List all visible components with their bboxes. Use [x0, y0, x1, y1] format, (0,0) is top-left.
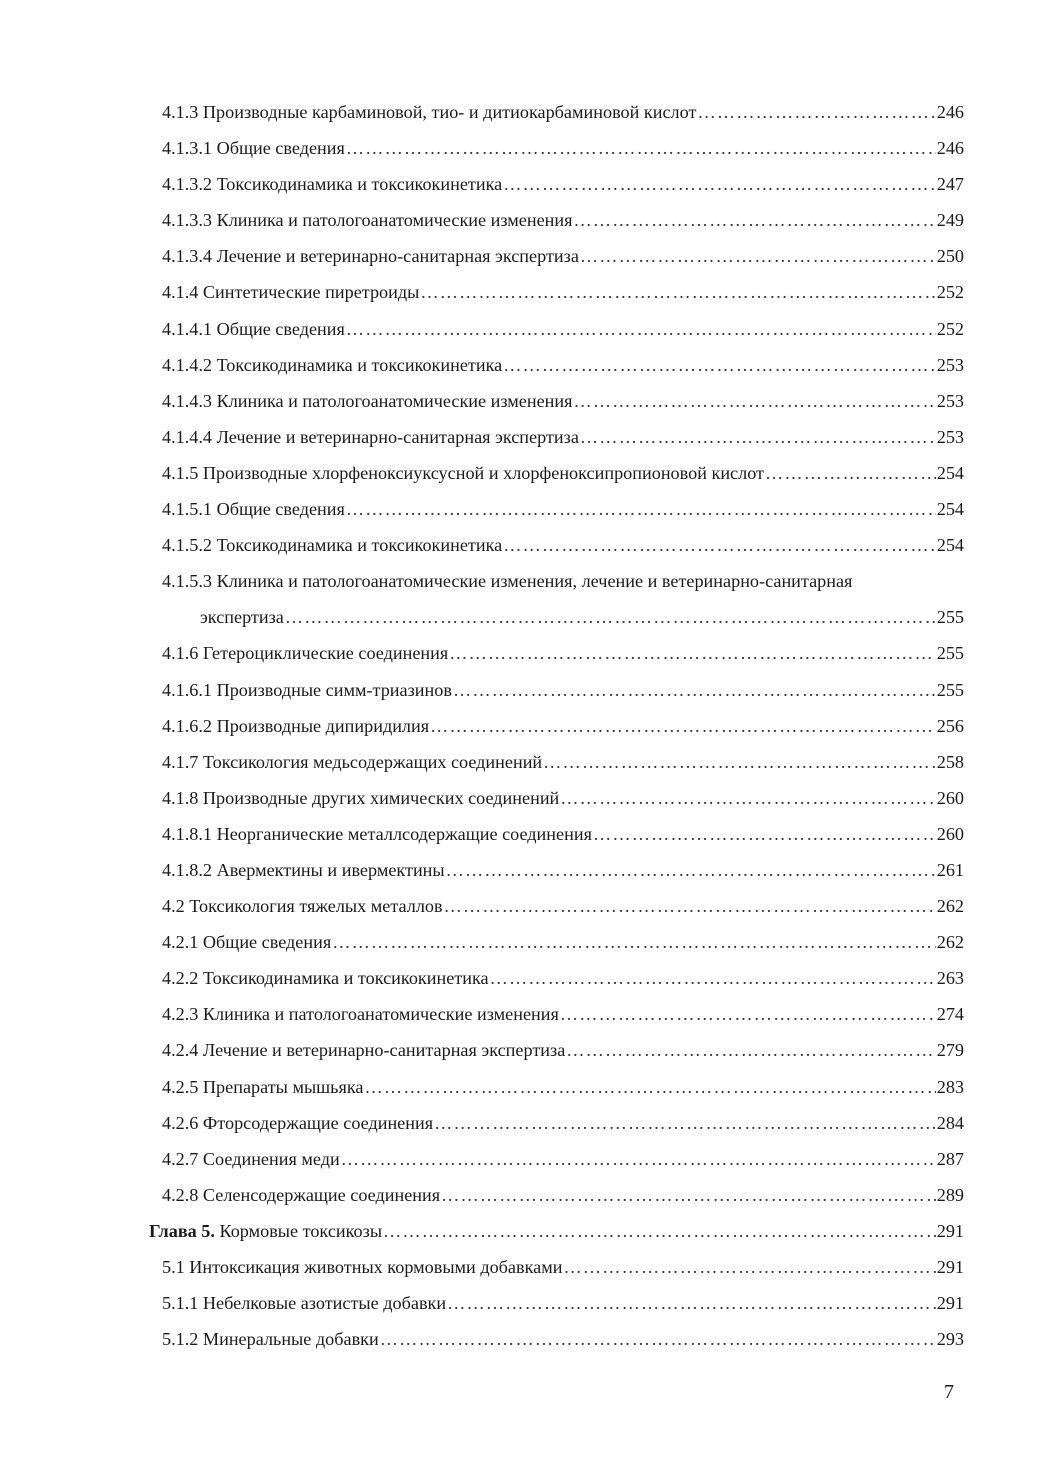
toc-entry-title: 4.1.5.1 Общие сведения	[162, 499, 345, 520]
toc-entry-page: 263	[936, 968, 964, 989]
toc-entry-title-wrap	[162, 274, 419, 310]
toc-entry-title: 4.1.6 Гетероциклические соединения	[162, 643, 449, 664]
toc-entry-title: 4.2.2 Токсикодинамика и токсикокинетика	[162, 968, 489, 989]
toc-entry-title-wrap	[162, 130, 345, 166]
toc-entry-continuation	[0, 599, 964, 635]
toc-entry	[0, 202, 964, 238]
toc-entry	[0, 94, 964, 130]
toc-entry-title: 4.1.8.1 Неорганические металлсодержащие соединения	[162, 823, 592, 844]
toc-entry-page: 253	[936, 354, 964, 375]
toc-entry-page: 284	[936, 1112, 964, 1133]
dot-leader	[380, 1321, 936, 1357]
dot-leader	[383, 1213, 936, 1249]
toc-entry-title: Кормовые токсикозы	[219, 1220, 383, 1241]
toc-entry-title: 4.1.4 Синтетические пиретроиды	[162, 282, 420, 303]
toc-entry-title: 4.1.3.4 Лечение и ветеринарно-санитарная экспертиза	[162, 246, 579, 267]
toc-entry	[0, 1105, 964, 1141]
toc-entry-title: 5.1 Интоксикация животных кормовыми добавками	[162, 1257, 563, 1277]
dot-leader	[364, 1069, 935, 1105]
toc-entry-title: 4.1.8.2 Авермектины и ивермектины	[162, 859, 445, 880]
toc-entry-title-wrap	[162, 347, 502, 383]
dot-leader	[563, 1249, 935, 1285]
toc-entry-title: 4.2.3 Клиника и патологоанатомические изменения	[162, 1004, 559, 1025]
toc-entry-page: 287	[936, 1148, 964, 1169]
toc-entry-title: 4.1.4.4 Лечение и ветеринарно-санитарная экспертиза	[162, 426, 579, 447]
dot-leader	[346, 491, 936, 527]
toc-entry-title-wrap	[162, 419, 579, 455]
toc-entry	[0, 1249, 964, 1285]
toc-entry-title: 5.1.1 Небелковые азотистые добавки	[162, 1293, 447, 1314]
toc-entry	[0, 1032, 964, 1068]
toc-entry-title: 4.1.8 Производные других химических соединений	[162, 787, 560, 808]
toc-entry-title-continuation: экспертиза	[200, 607, 284, 628]
toc-entry-title-wrap	[162, 996, 559, 1032]
dot-leader	[444, 888, 936, 924]
toc-entry-title-wrap	[162, 1249, 562, 1285]
toc-entry-page: 293	[936, 1329, 964, 1350]
toc-entry-title: 4.1.5.3 Клиника и патологоанатомические изменения, лечение и ветеринарно-санитарная	[162, 571, 853, 592]
toc-entry-page: 283	[936, 1076, 964, 1097]
toc-entry-title: 4.1.4.1 Общие сведения	[162, 318, 345, 339]
dot-leader	[420, 274, 935, 310]
toc-entry-title-wrap	[162, 491, 345, 527]
dot-leader	[574, 202, 936, 238]
toc-entry-title-wrap	[162, 1285, 446, 1321]
toc-entry	[0, 816, 964, 852]
dot-leader	[285, 599, 936, 635]
toc-entry-title: 4.1.3.3 Клиника и патологоанатомические изменения	[162, 210, 573, 231]
toc-entry-page: 262	[936, 932, 964, 953]
toc-entry-page: 291	[936, 1220, 964, 1241]
toc-entry-title-wrap	[162, 672, 452, 708]
toc-entry-title: 4.2.8 Селенсодержащие соединения	[162, 1184, 441, 1205]
dot-leader	[543, 744, 936, 780]
toc-entry-page: 246	[936, 138, 964, 159]
toc-entry-page: 260	[936, 787, 964, 808]
toc-entry	[0, 491, 964, 527]
toc-entry-page: 249	[936, 210, 964, 231]
toc-entry-title: 4.1.3 Производные карбаминовой, тио- и дитиокарбаминовой кислот	[162, 102, 697, 122]
toc-entry-title-wrap	[162, 202, 573, 238]
dot-leader	[341, 1141, 936, 1177]
toc-entry-title-wrap	[162, 924, 331, 960]
toc-entry-page: 253	[936, 426, 964, 447]
toc-entry	[0, 166, 964, 202]
toc-entry	[0, 455, 964, 491]
dot-leader	[566, 1032, 935, 1068]
toc-entry-page: 258	[936, 751, 964, 772]
toc-entry-title: 4.1.4.3 Клиника и патологоанатомические изменения	[162, 390, 573, 411]
toc-entry-page: 252	[936, 318, 964, 339]
toc-entry-title: 4.2.4 Лечение и ветеринарно-санитарная экспертиза	[162, 1040, 566, 1061]
toc-entry-title-wrap	[162, 960, 489, 996]
page-number: 7	[944, 1381, 954, 1403]
toc-entry-title-wrap	[162, 311, 345, 347]
toc-entry	[0, 888, 964, 924]
toc-entry-title-wrap	[162, 383, 573, 419]
toc-entry	[0, 419, 964, 455]
toc-chapter-entry	[0, 1213, 964, 1249]
toc-entry-page: 253	[936, 390, 964, 411]
toc-entry	[0, 635, 964, 671]
toc-entry-title-wrap	[162, 888, 443, 924]
toc-entry-title: 4.1.6.1 Производные симм-триазинов	[162, 679, 452, 700]
toc-entry-title-wrap	[162, 780, 559, 816]
toc-entry	[0, 311, 964, 347]
dot-leader	[490, 960, 936, 996]
toc-entry-title-wrap	[162, 708, 429, 744]
toc-entry-title: 4.1.3.1 Общие сведения	[162, 138, 345, 159]
toc-entry-title-wrap	[162, 527, 502, 563]
toc-entry	[0, 527, 964, 563]
toc-entry-title: 4.1.6.2 Производные дипиридилия	[162, 715, 430, 736]
dot-leader	[560, 996, 936, 1032]
toc-entry-title-wrap	[162, 166, 502, 202]
toc-entry	[0, 852, 964, 888]
toc-entry-page: 262	[936, 896, 964, 917]
dot-leader	[430, 708, 936, 744]
toc-entry-page: 254	[936, 535, 964, 556]
toc-entry	[0, 274, 964, 310]
toc-entry-page: 291	[936, 1293, 964, 1314]
toc-entry-title-wrap	[162, 455, 764, 491]
dot-leader	[434, 1105, 936, 1141]
toc-entry	[0, 238, 964, 274]
toc-entry-page: 289	[936, 1184, 964, 1205]
toc-entry-title-wrap	[162, 1141, 340, 1177]
toc-entry	[0, 1321, 964, 1357]
toc-entry-title: 4.2.1 Общие сведения	[162, 932, 332, 953]
dot-leader	[503, 166, 935, 202]
toc-entry-page: 250	[936, 246, 964, 267]
toc-entry-page: 279	[936, 1040, 964, 1061]
chapter-label: Глава 5.	[149, 1220, 215, 1241]
dot-leader	[574, 383, 936, 419]
toc-entry-title-wrap	[162, 94, 696, 130]
toc-entry	[0, 960, 964, 996]
toc-entry	[0, 1069, 964, 1105]
toc-entry-page: 255	[936, 607, 964, 628]
toc-entry-title: 4.1.7 Токсикология медьсодержащих соединений	[162, 751, 543, 772]
toc-entry	[0, 744, 964, 780]
toc-entry-page: 274	[936, 1004, 964, 1025]
toc-entry-title-wrap	[162, 635, 448, 671]
dot-leader	[697, 94, 935, 130]
toc-entry-title-wrap	[162, 1321, 379, 1357]
toc-entry-title-wrap	[162, 852, 445, 888]
toc-entry	[0, 672, 964, 708]
toc-entry-title-wrap	[162, 744, 542, 780]
toc-entry-page: 256	[936, 715, 964, 736]
toc-entry	[0, 780, 964, 816]
toc-entry-page: 261	[936, 859, 964, 880]
toc-entry-page: 260	[936, 823, 964, 844]
dot-leader	[580, 238, 936, 274]
toc-entry	[0, 1177, 964, 1213]
table-of-contents	[0, 94, 1040, 1357]
dot-leader	[346, 130, 936, 166]
toc-entry-title-wrap	[162, 1177, 440, 1213]
toc-entry-title: 4.2.7 Соединения меди	[162, 1148, 340, 1169]
dot-leader	[447, 1285, 936, 1321]
toc-entry-page: 255	[936, 643, 964, 664]
dot-leader	[503, 527, 935, 563]
toc-entry-title-wrap	[162, 1105, 433, 1141]
dot-leader	[580, 419, 936, 455]
toc-entry-title: 4.1.5 Производные хлорфеноксиуксусной и хлорфеноксипропионовой кислот	[162, 462, 765, 483]
dot-leader	[453, 672, 936, 708]
toc-entry-page: 291	[936, 1257, 964, 1277]
toc-entry	[0, 996, 964, 1032]
toc-entry-title: 4.1.5.2 Токсикодинамика и токсикокинетика	[162, 535, 503, 556]
toc-entry-title: 4.1.3.2 Токсикодинамика и токсикокинетика	[162, 174, 503, 195]
toc-entry-title: 4.1.4.2 Токсикодинамика и токсикокинетика	[162, 354, 503, 375]
toc-entry-page: 254	[936, 499, 964, 520]
toc-entry-title: 4.2 Токсикология тяжелых металлов	[162, 896, 443, 917]
toc-entry-title: 4.2.6 Фторсодержащие соединения	[162, 1112, 434, 1133]
toc-entry-title-wrap	[162, 238, 579, 274]
toc-entry	[0, 1285, 964, 1321]
dot-leader	[560, 780, 935, 816]
dot-leader	[441, 1177, 936, 1213]
toc-entry-page: 247	[936, 174, 964, 195]
dot-leader	[346, 311, 936, 347]
toc-entry-page: 246	[936, 102, 964, 122]
toc-entry	[0, 130, 964, 166]
toc-entry-title-wrap	[162, 1069, 363, 1105]
toc-entry	[0, 924, 964, 960]
toc-entry	[0, 708, 964, 744]
toc-entry-title-wrap	[149, 1213, 382, 1249]
dot-leader	[449, 635, 935, 671]
toc-entry-title: 4.2.5 Препараты мышьяка	[162, 1076, 364, 1097]
dot-leader	[503, 347, 935, 383]
dot-leader	[765, 455, 936, 491]
toc-entry-page: 252	[936, 282, 964, 303]
toc-entry	[0, 563, 964, 599]
dot-leader	[593, 816, 936, 852]
toc-entry-page: 255	[936, 679, 964, 700]
toc-entry-title-wrap	[162, 1032, 565, 1068]
toc-entry-title-wrap	[162, 816, 592, 852]
toc-entry	[0, 383, 964, 419]
dot-leader	[332, 924, 936, 960]
toc-entry-title: 5.1.2 Минеральные добавки	[162, 1329, 379, 1350]
toc-entry	[0, 1141, 964, 1177]
toc-entry-page: 254	[936, 462, 964, 483]
dot-leader	[446, 852, 936, 888]
toc-entry	[0, 347, 964, 383]
